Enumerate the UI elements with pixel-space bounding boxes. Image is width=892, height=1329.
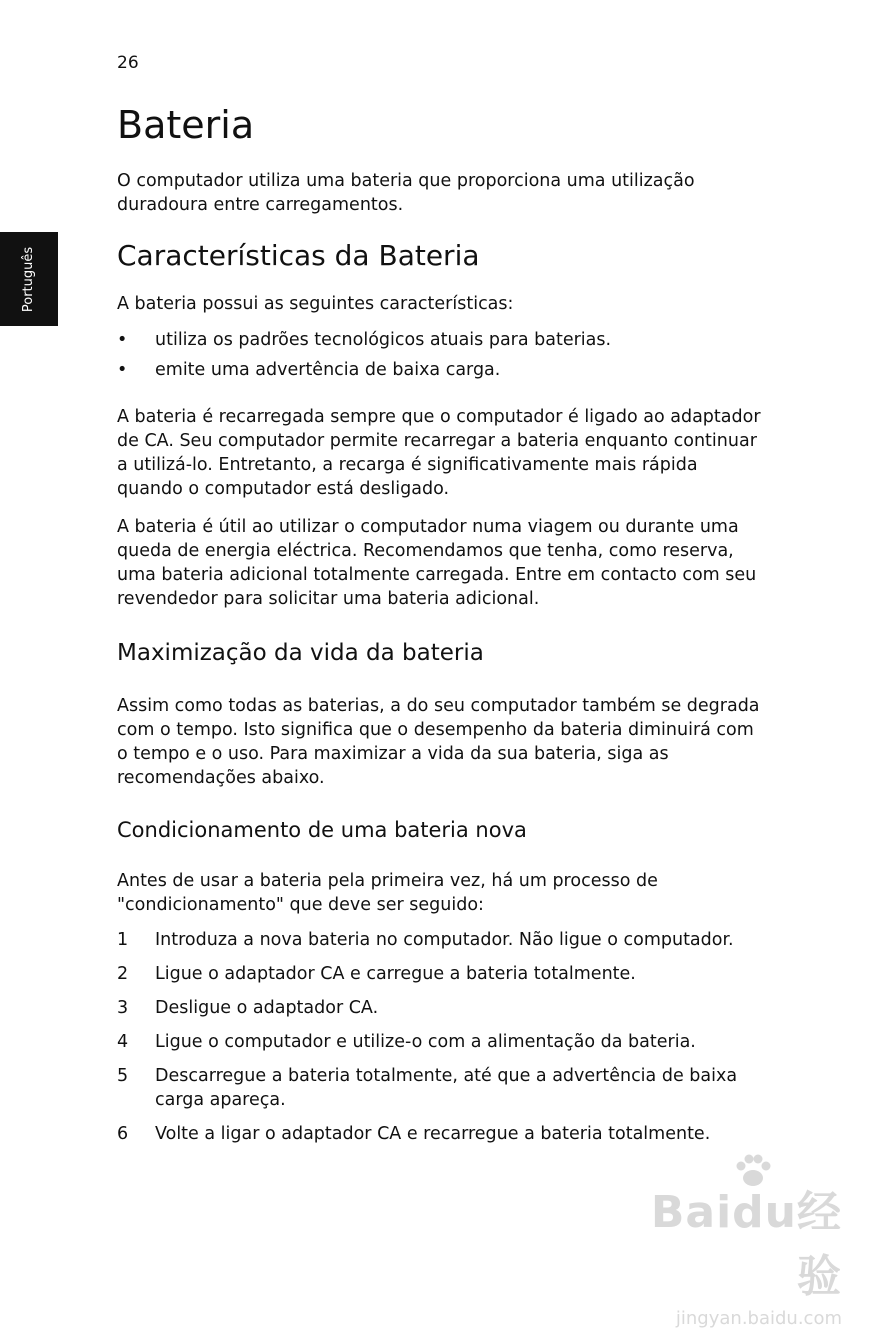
section-heading-battery-characteristics: Características da Bateria	[117, 239, 480, 272]
watermark-logo: Baidu经验	[650, 1187, 842, 1302]
conditioning-steps-list	[117, 928, 767, 1156]
bullet-icon: •	[117, 360, 128, 380]
travel-paragraph: A bateria é útil ao utilizar o computador numa viagem ou durante uma queda de energia eléctrica. Recomendamos que tenha, como reserva, uma bateria adicional totalmente carregada. Entre em contacto com seu revendedor para solicitar uma bateria adicional.	[117, 517, 757, 609]
page-number: 26	[117, 53, 139, 73]
list-item: 5 Descarregue a bateria totalmente, até que a advertência de baixa carga apareça.	[117, 1066, 738, 1110]
list-item: 6 Volte a ligar o adaptador CA e recarregue a bateria totalmente.	[117, 1124, 711, 1144]
baidu-watermark	[642, 1150, 842, 1329]
bullet-icon: •	[117, 330, 128, 350]
watermark-url: jingyan.baidu.com	[675, 1308, 842, 1329]
page-title: Bateria	[117, 103, 255, 147]
language-side-tab	[0, 232, 58, 326]
recharge-paragraph: A bateria é recarregada sempre que o computador é ligado ao adaptador de CA. Seu computador permite recarregar a bateria enquanto continuar a utilizá-lo. Entretanto, a recarga é significativamente mais rápida quando o computador está desligado.	[117, 407, 761, 499]
maximize-paragraph: Assim como todas as baterias, a do seu computador também se degrada com o tempo. Isto significa que o desempenho da bateria diminuirá com o tempo e o uso. Para maximizar a vida da sua bateria, siga as recomendações abaixo.	[117, 696, 760, 788]
list-item: 4 Ligue o computador e utilize-o com a alimentação da bateria.	[117, 1032, 696, 1052]
list-item: • utiliza os padrões tecnológicos atuais para baterias.	[117, 330, 612, 350]
list-item: • emite uma advertência de baixa carga.	[117, 360, 501, 380]
subsection-heading-conditioning: Condicionamento de uma bateria nova	[117, 818, 527, 842]
characteristics-lead: A bateria possui as seguintes características:	[117, 294, 514, 314]
characteristics-bullet-list	[117, 328, 767, 388]
section-heading-maximize-life: Maximização da vida da bateria	[117, 640, 484, 666]
paw-icon	[732, 1150, 774, 1192]
conditioning-lead: Antes de usar a bateria pela primeira vez, há um processo de "condicionamento" que deve ser seguido:	[117, 871, 658, 915]
list-item: 1 Introduza a nova bateria no computador. Não ligue o computador.	[117, 930, 734, 950]
intro-paragraph: O computador utiliza uma bateria que proporciona uma utilização duradoura entre carregamentos.	[117, 171, 695, 215]
list-item: 3 Desligue o adaptador CA.	[117, 998, 379, 1018]
list-item: 2 Ligue o adaptador CA e carregue a bateria totalmente.	[117, 964, 636, 984]
language-tab-label: Português	[21, 246, 37, 312]
